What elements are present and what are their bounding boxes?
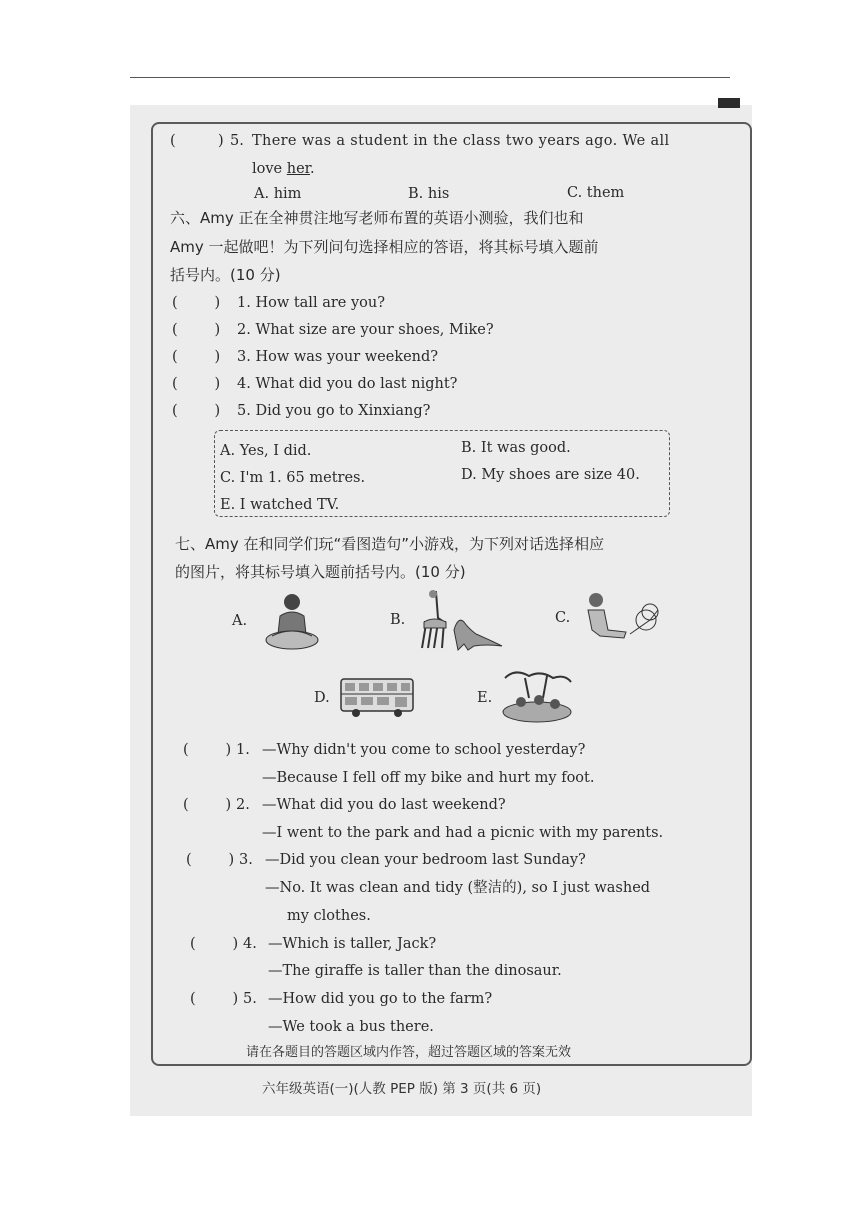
page-footer: 六年级英语(一)(人教 PEP 版) 第 3 页(共 6 页) — [262, 1081, 542, 1097]
picture-label-b: B. — [390, 612, 406, 628]
answer-paren: ( ) — [186, 852, 235, 868]
s7-q5-number: 5. — [243, 991, 257, 1007]
s7-q3-line2: —No. It was clean and tidy (整洁的), so I just washed — [265, 880, 651, 896]
s6-option-e: E. I watched TV. — [220, 497, 340, 513]
s7-q1-line2: —Because I fell off my bike and hurt my foot. — [262, 770, 595, 786]
s7-q3-line3: my clothes. — [287, 908, 371, 924]
washing-clothes-picture — [262, 590, 324, 654]
question-number: 5. — [230, 133, 244, 149]
answer-paren: ( ) — [183, 742, 232, 758]
s7-q4-line1: —Which is taller, Jack? — [268, 936, 437, 952]
section6-heading-line2: Amy 一起做吧！为下列问句选择相应的答语，将其标号填入题前 — [170, 238, 599, 256]
underlined-word: her — [286, 161, 311, 177]
s7-q5-line2: —We took a bus there. — [268, 1019, 434, 1035]
paren-close: ) — [218, 133, 224, 149]
answer-paren: ( ) — [172, 349, 221, 365]
s7-q3-line1: —Did you clean your bedroom last Sunday? — [265, 852, 586, 868]
s6-option-c: C. I'm 1. 65 metres. — [220, 470, 366, 486]
s7-q5-line1: —How did you go to the farm? — [268, 991, 493, 1007]
answer-paren: ( ) — [172, 322, 221, 338]
s6-option-a: A. Yes, I did. — [220, 443, 312, 459]
s6-question-5: 5. Did you go to Xinxiang? — [237, 403, 431, 419]
section7-heading-line1: 七、Amy 在和同学们玩“看图造句”小游戏，为下列对话选择相应 — [175, 535, 605, 553]
answer-paren: ( ) — [172, 295, 221, 311]
picnic-picture — [495, 668, 577, 726]
answer-area-note: 请在各题目的答题区域内作答，超过答题区域的答案无效 — [246, 1045, 572, 1060]
picture-label-c: C. — [555, 610, 571, 626]
s7-q2-line2: —I went to the park and had a picnic with my parents. — [262, 825, 664, 841]
answer-paren: ( ) — [172, 376, 221, 392]
edge-mark — [718, 98, 740, 108]
option-a: A. him — [254, 186, 302, 202]
s6-question-4: 4. What did you do last night? — [237, 376, 458, 392]
s7-q1-number: 1. — [236, 742, 250, 758]
answer-paren: ( ) — [183, 797, 232, 813]
question-text: There was a student in the class two years ago. We all — [252, 133, 670, 149]
section6-heading-line1: 六、Amy 正在全神贯注地写老师布置的英语小测验，我们也和 — [170, 209, 584, 227]
giraffe-and-dinosaur-picture — [406, 588, 504, 652]
s7-q4-line2: —The giraffe is taller than the dinosaur. — [268, 963, 562, 979]
s7-q2-number: 2. — [236, 797, 250, 813]
option-c: C. them — [567, 185, 625, 201]
option-b: B. his — [408, 186, 450, 202]
bus-picture — [338, 674, 416, 720]
answer-paren: ( ) — [172, 403, 221, 419]
s7-q1-line1: —Why didn't you come to school yesterday? — [262, 742, 586, 758]
s6-question-2: 2. What size are your shoes, Mike? — [237, 322, 494, 338]
question-text-line2: love her. — [252, 161, 315, 177]
s6-question-1: 1. How tall are you? — [237, 295, 385, 311]
s7-q2-line1: —What did you do last weekend? — [262, 797, 506, 813]
answer-paren: ( ) — [190, 991, 239, 1007]
s6-option-d: D. My shoes are size 40. — [461, 467, 640, 483]
picture-label-a: A. — [232, 613, 248, 629]
section6-heading-line3: 括号内。(10 分) — [170, 266, 281, 284]
s7-q4-number: 4. — [243, 936, 257, 952]
answer-paren: ( ) — [190, 936, 239, 952]
paren-open: ( — [170, 133, 176, 149]
s6-option-b: B. It was good. — [461, 440, 571, 456]
fell-off-bike-picture — [578, 590, 662, 646]
s7-q3-number: 3. — [239, 852, 253, 868]
section7-heading-line2: 的图片，将其标号填入题前括号内。(10 分) — [175, 563, 466, 581]
top-rule — [130, 77, 730, 78]
picture-label-d: D. — [314, 690, 330, 706]
picture-label-e: E. — [477, 690, 493, 706]
s6-question-3: 3. How was your weekend? — [237, 349, 439, 365]
